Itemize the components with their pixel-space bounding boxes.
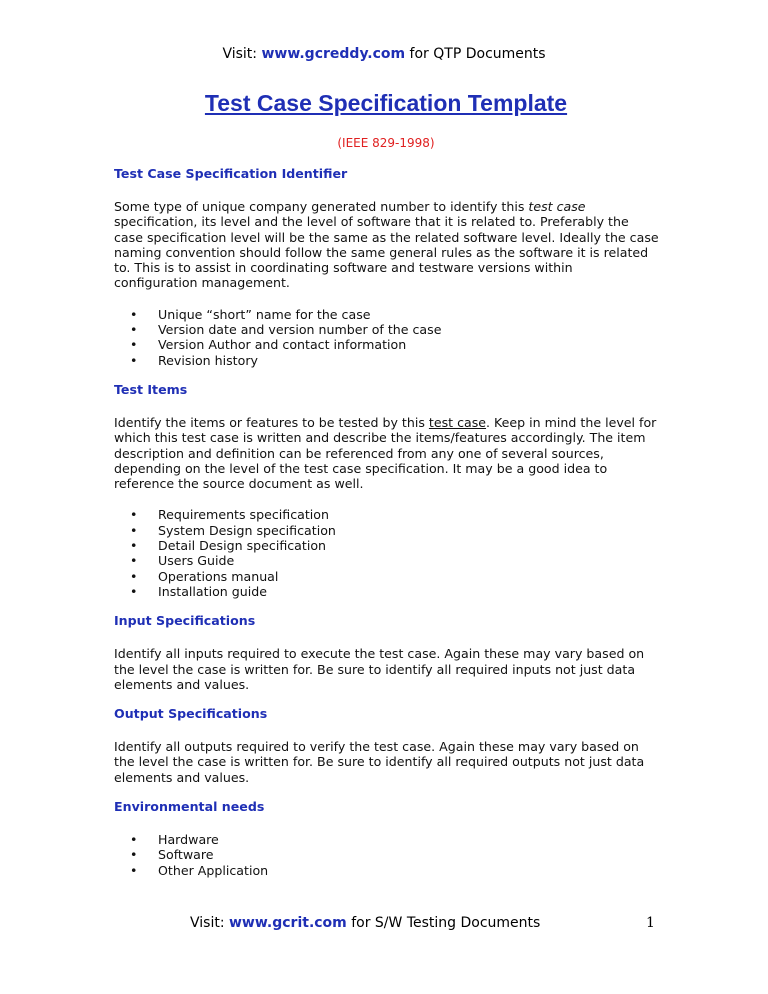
header-site-link[interactable]: www.gcreddy.com [261, 46, 406, 62]
list-item [114, 832, 659, 847]
test-items-bullet-list [114, 507, 659, 599]
bullet-icon: • [130, 538, 138, 554]
input-specifications-paragraph: Identify all inputs required to execute the test case. Again these may vary based on the level the case is written for. Be sure to identify all required inputs not just data elements and values. [114, 646, 645, 692]
list-item [114, 553, 659, 568]
bullet-icon: • [130, 322, 138, 338]
list-item [114, 863, 659, 878]
list-item-text: Version Author and contact information [158, 337, 407, 353]
list-item [114, 847, 659, 862]
list-item-text: Installation guide [158, 583, 267, 599]
document-subtitle: (IEEE 829-1998) [337, 136, 435, 150]
list-item [114, 507, 659, 522]
section-heading-input-specifications: Input Specifications [114, 613, 256, 629]
section-heading-test-items: Test Items [114, 381, 188, 397]
page-number: 1 [646, 915, 655, 931]
list-item [114, 337, 659, 352]
bullet-icon: • [130, 306, 138, 322]
identifier-paragraph-italic: test case [528, 199, 586, 214]
footer-site-link[interactable]: www.gcrit.com [229, 915, 347, 931]
list-item-text: Other Application [158, 862, 269, 878]
footer-suffix: for S/W Testing Documents [346, 915, 541, 931]
identifier-bullet-list [114, 307, 659, 368]
list-item-text: Requirements specification [158, 507, 329, 523]
bullet-icon: • [130, 352, 138, 368]
test-items-paragraph-end: . Keep in mind the level for which this test case is written and describe the items/features accordingly. The item description and definition can be referenced from any one of several sources, depending on the level of the test case specification. It may be a good idea to reference the source document as well. [114, 414, 657, 492]
bullet-icon: • [130, 568, 138, 584]
list-item-text: Detail Design specification [158, 538, 327, 554]
list-item-text: Version date and version number of the case [158, 322, 442, 338]
list-item-text: Hardware [158, 832, 219, 848]
document-title: Test Case Specification Template [204, 90, 568, 116]
header-suffix: for QTP Documents [405, 46, 546, 62]
list-item [114, 569, 659, 584]
identifier-paragraph-end: specification, its level and the level of software that it is related to. Preferably the case specification level will be the same as the related software level. Ideally the case naming convention should follow the same general rules as the software it is related to. This is to assist in coordinating software and testware versions within configuration management. [114, 214, 659, 291]
list-item [114, 322, 659, 337]
identifier-paragraph [114, 199, 659, 291]
output-specifications-paragraph: Identify all outputs required to verify the test case. Again these may vary based on the level the case is written for. Be sure to identify all required outputs not just data elements and values. [114, 739, 645, 785]
bullet-icon: • [130, 522, 138, 538]
bullet-icon: • [130, 847, 138, 863]
list-item-text: Revision history [158, 352, 258, 368]
test-items-paragraph-underlined: test case [428, 414, 487, 430]
list-item-text: Operations manual [158, 568, 279, 584]
section-heading-environmental-needs: Environmental needs [114, 799, 265, 815]
list-item [114, 307, 659, 322]
document-body [114, 166, 659, 878]
list-item [114, 538, 659, 553]
page-header [0, 44, 768, 64]
bullet-icon: • [130, 337, 138, 353]
footer-prefix: Visit: [190, 915, 229, 931]
list-item [114, 523, 659, 538]
bullet-icon: • [130, 583, 138, 599]
header-prefix: Visit: [222, 46, 262, 62]
list-item [114, 353, 659, 368]
environmental-needs-bullet-list [114, 832, 659, 878]
list-item-text: Users Guide [158, 553, 235, 569]
bullet-icon: • [130, 553, 138, 569]
bullet-icon: • [130, 832, 138, 848]
bullet-icon: • [130, 862, 138, 878]
section-heading-identifier: Test Case Specification Identifier [114, 166, 348, 181]
test-items-paragraph-start: Identify the items or features to be tested by this [114, 414, 429, 430]
section-heading-output-specifications: Output Specifications [114, 706, 268, 722]
list-item [114, 584, 659, 599]
list-item-text: System Design specification [158, 522, 336, 538]
bullet-icon: • [130, 507, 138, 523]
identifier-paragraph-start: Some type of unique company generated number to identify this [114, 199, 529, 214]
list-item-text: Unique “short” name for the case [158, 306, 371, 322]
test-items-paragraph [114, 415, 659, 491]
list-item-text: Software [158, 847, 214, 863]
page-footer [190, 913, 540, 933]
